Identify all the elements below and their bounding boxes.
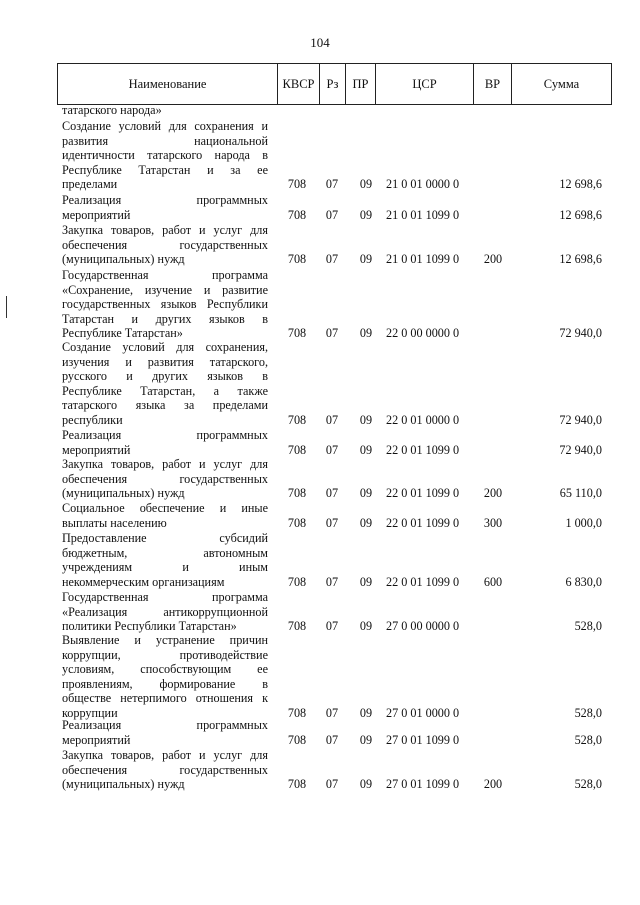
row-name (62, 633, 268, 721)
row-name-line: татарского народа» (62, 103, 162, 117)
table-row (0, 748, 640, 792)
cell-csr: 21 0 01 1099 0 (386, 252, 460, 267)
cell-sum: 528,0 (574, 706, 602, 720)
cell-rz: 07 (325, 252, 339, 267)
row-name (62, 531, 268, 589)
row-name-line: идентичности татарского народа в (62, 148, 268, 163)
cell-rz: 07 (325, 442, 339, 457)
column-header-rz: Рз (320, 64, 346, 105)
cell-rz: 07 (325, 207, 339, 222)
cell-kvsr: 708 (287, 574, 307, 589)
cell-csr: 22 0 01 1099 0 (386, 442, 460, 457)
table-row (0, 457, 640, 501)
cell-sum: 528,0 (574, 619, 602, 634)
cell-kvsr: 708 (287, 732, 307, 747)
cell-rz: 07 (325, 706, 339, 720)
row-name (62, 718, 268, 747)
row-name-line: развития национальной (62, 133, 268, 148)
column-header-vr: ВР (474, 64, 512, 105)
cell-kvsr: 708 (287, 442, 307, 457)
cell-rz: 07 (325, 177, 339, 192)
cell-pr: 09 (359, 413, 373, 427)
row-name (62, 457, 268, 501)
row-name-line: Татарстан и других языков в (62, 311, 268, 326)
cell-csr: 21 0 01 1099 0 (386, 207, 460, 222)
row-name-line: некоммерческим организациям (62, 574, 225, 589)
cell-kvsr: 708 (287, 413, 307, 427)
table-row (0, 268, 640, 341)
row-name-line: изучения и развития татарского, (62, 354, 268, 369)
row-name-line: мероприятий (62, 732, 131, 747)
cell-vr: 200 (483, 252, 503, 267)
row-name-line: обеспечения государственных (62, 762, 268, 777)
cell-csr: 22 0 01 1099 0 (386, 486, 460, 501)
cell-csr: 27 0 00 0000 0 (386, 619, 460, 634)
row-name-line: проявлениям, формирование в (62, 676, 268, 691)
row-name (62, 590, 268, 634)
table-row (0, 223, 640, 267)
table-row (0, 633, 640, 721)
cell-csr: 27 0 01 1099 0 (386, 777, 460, 792)
cell-sum: 72 940,0 (559, 413, 602, 427)
cell-pr: 09 (359, 515, 373, 530)
row-name-line: «Сохранение, изучение и развитие (62, 282, 268, 297)
row-name-line: республики (62, 412, 123, 427)
cell-rz: 07 (325, 413, 339, 427)
cell-sum: 12 698,6 (559, 207, 602, 222)
cell-csr: 22 0 01 1099 0 (386, 515, 460, 530)
cell-vr: 600 (483, 574, 503, 589)
row-name-line: Социальное обеспечение и иные (62, 501, 268, 515)
cell-sum: 12 698,6 (559, 252, 602, 267)
cell-pr: 09 (359, 619, 373, 634)
row-name-line: Реализация программных (62, 718, 268, 732)
page-number: 104 (310, 35, 330, 50)
cell-kvsr: 708 (287, 486, 307, 501)
table-row (0, 340, 640, 428)
cell-sum: 72 940,0 (559, 442, 602, 457)
row-name-line: государственных языков Республики (62, 297, 268, 312)
cell-pr: 09 (359, 177, 373, 192)
row-name (62, 193, 268, 222)
row-name-line: мероприятий (62, 207, 131, 222)
row-name-line: Создание условий для сохранения и (62, 119, 268, 133)
row-name-line: выплаты населению (62, 515, 167, 530)
cell-kvsr: 708 (287, 619, 307, 634)
row-name-line: (муниципальных) нужд (62, 252, 185, 267)
row-name-line: Закупка товаров, работ и услуг для (62, 748, 268, 762)
row-name (62, 340, 268, 428)
row-name-line: бюджетным, автономным (62, 545, 268, 560)
cell-vr: 200 (483, 777, 503, 792)
row-name-line: Государственная программа (62, 590, 268, 604)
cell-sum: 12 698,6 (559, 177, 602, 192)
cell-sum: 65 110,0 (559, 486, 602, 501)
table-row (0, 119, 640, 192)
cell-pr: 09 (359, 207, 373, 222)
table-row (0, 590, 640, 634)
row-name-line: русского и других языков в (62, 369, 268, 384)
row-name (62, 428, 268, 457)
cell-pr: 09 (359, 486, 373, 501)
cell-kvsr: 708 (287, 706, 307, 720)
row-name-line: условиям, способствующим ее (62, 662, 268, 677)
cell-kvsr: 708 (287, 207, 307, 222)
cell-sum: 528,0 (574, 732, 602, 747)
cell-csr: 22 0 01 1099 0 (386, 574, 460, 589)
margin-mark (6, 296, 7, 318)
cell-vr: 200 (483, 486, 503, 501)
row-name-line: учреждениям и иным (62, 560, 268, 575)
row-name-line: обществе нетерпимого отношения к (62, 691, 268, 706)
cell-pr: 09 (359, 326, 373, 341)
cell-sum: 6 830,0 (565, 574, 602, 589)
row-name-line: пределами (62, 177, 118, 192)
row-name-line: политики Республики Татарстан» (62, 619, 237, 634)
row-name-line: мероприятий (62, 442, 131, 457)
row-name-line: (муниципальных) нужд (62, 486, 185, 501)
column-header-pr: ПР (346, 64, 376, 105)
cell-rz: 07 (325, 486, 339, 501)
row-name-line: «Реализация антикоррупционной (62, 604, 268, 619)
cell-rz: 07 (325, 777, 339, 792)
cell-sum: 528,0 (574, 777, 602, 792)
row-name (62, 223, 268, 267)
row-name-line: Реализация программных (62, 428, 268, 442)
cell-sum: 72 940,0 (559, 326, 602, 341)
table-header (57, 63, 612, 105)
column-header-csr: ЦСР (376, 64, 474, 105)
row-name (62, 103, 268, 118)
row-name-line: Закупка товаров, работ и услуг для (62, 457, 268, 471)
cell-kvsr: 708 (287, 515, 307, 530)
cell-csr: 27 0 01 1099 0 (386, 732, 460, 747)
row-name-line: Предоставление субсидий (62, 531, 268, 545)
row-name-line: коррупции, противодействие (62, 647, 268, 662)
table-row (0, 103, 640, 118)
cell-vr: 300 (483, 515, 503, 530)
cell-pr: 09 (359, 732, 373, 747)
cell-sum: 1 000,0 (565, 515, 602, 530)
row-name-line: обеспечения государственных (62, 471, 268, 486)
cell-pr: 09 (359, 252, 373, 267)
table-row (0, 428, 640, 457)
row-name (62, 268, 268, 341)
cell-pr: 09 (359, 777, 373, 792)
cell-pr: 09 (359, 442, 373, 457)
cell-rz: 07 (325, 574, 339, 589)
row-name-line: татарского языка за пределами (62, 398, 268, 413)
row-name-line: коррупции (62, 705, 118, 720)
row-name-line: обеспечения государственных (62, 237, 268, 252)
cell-csr: 22 0 00 0000 0 (386, 326, 460, 341)
cell-kvsr: 708 (287, 177, 307, 192)
row-name-line: Закупка товаров, работ и услуг для (62, 223, 268, 237)
row-name-line: Республике Татарстан» (62, 326, 183, 341)
cell-rz: 07 (325, 619, 339, 634)
row-name (62, 119, 268, 192)
cell-rz: 07 (325, 732, 339, 747)
column-header-kvsr: КВСР (278, 64, 320, 105)
column-header-sum: Сумма (512, 64, 612, 105)
table-row (0, 718, 640, 747)
row-name-line: Государственная программа (62, 268, 268, 282)
cell-kvsr: 708 (287, 777, 307, 792)
cell-pr: 09 (359, 706, 373, 720)
cell-csr: 21 0 01 0000 0 (386, 177, 460, 192)
row-name-line: Реализация программных (62, 193, 268, 207)
cell-kvsr: 708 (287, 252, 307, 267)
row-name-line: Республике Татарстан и за ее (62, 162, 268, 177)
row-name-line: Республике Татарстан, а также (62, 383, 268, 398)
row-name (62, 748, 268, 792)
cell-pr: 09 (359, 574, 373, 589)
table-row (0, 501, 640, 530)
row-name-line: (муниципальных) нужд (62, 777, 185, 792)
column-header-name: Наименование (58, 64, 278, 105)
cell-csr: 22 0 01 0000 0 (386, 413, 460, 427)
row-name-line: Создание условий для сохранения, (62, 340, 268, 354)
cell-rz: 07 (325, 326, 339, 341)
cell-csr: 27 0 01 0000 0 (386, 706, 460, 720)
row-name (62, 501, 268, 530)
cell-kvsr: 708 (287, 326, 307, 341)
cell-rz: 07 (325, 515, 339, 530)
row-name-line: Выявление и устранение причин (62, 633, 268, 647)
table-row (0, 531, 640, 589)
table-row (0, 193, 640, 222)
